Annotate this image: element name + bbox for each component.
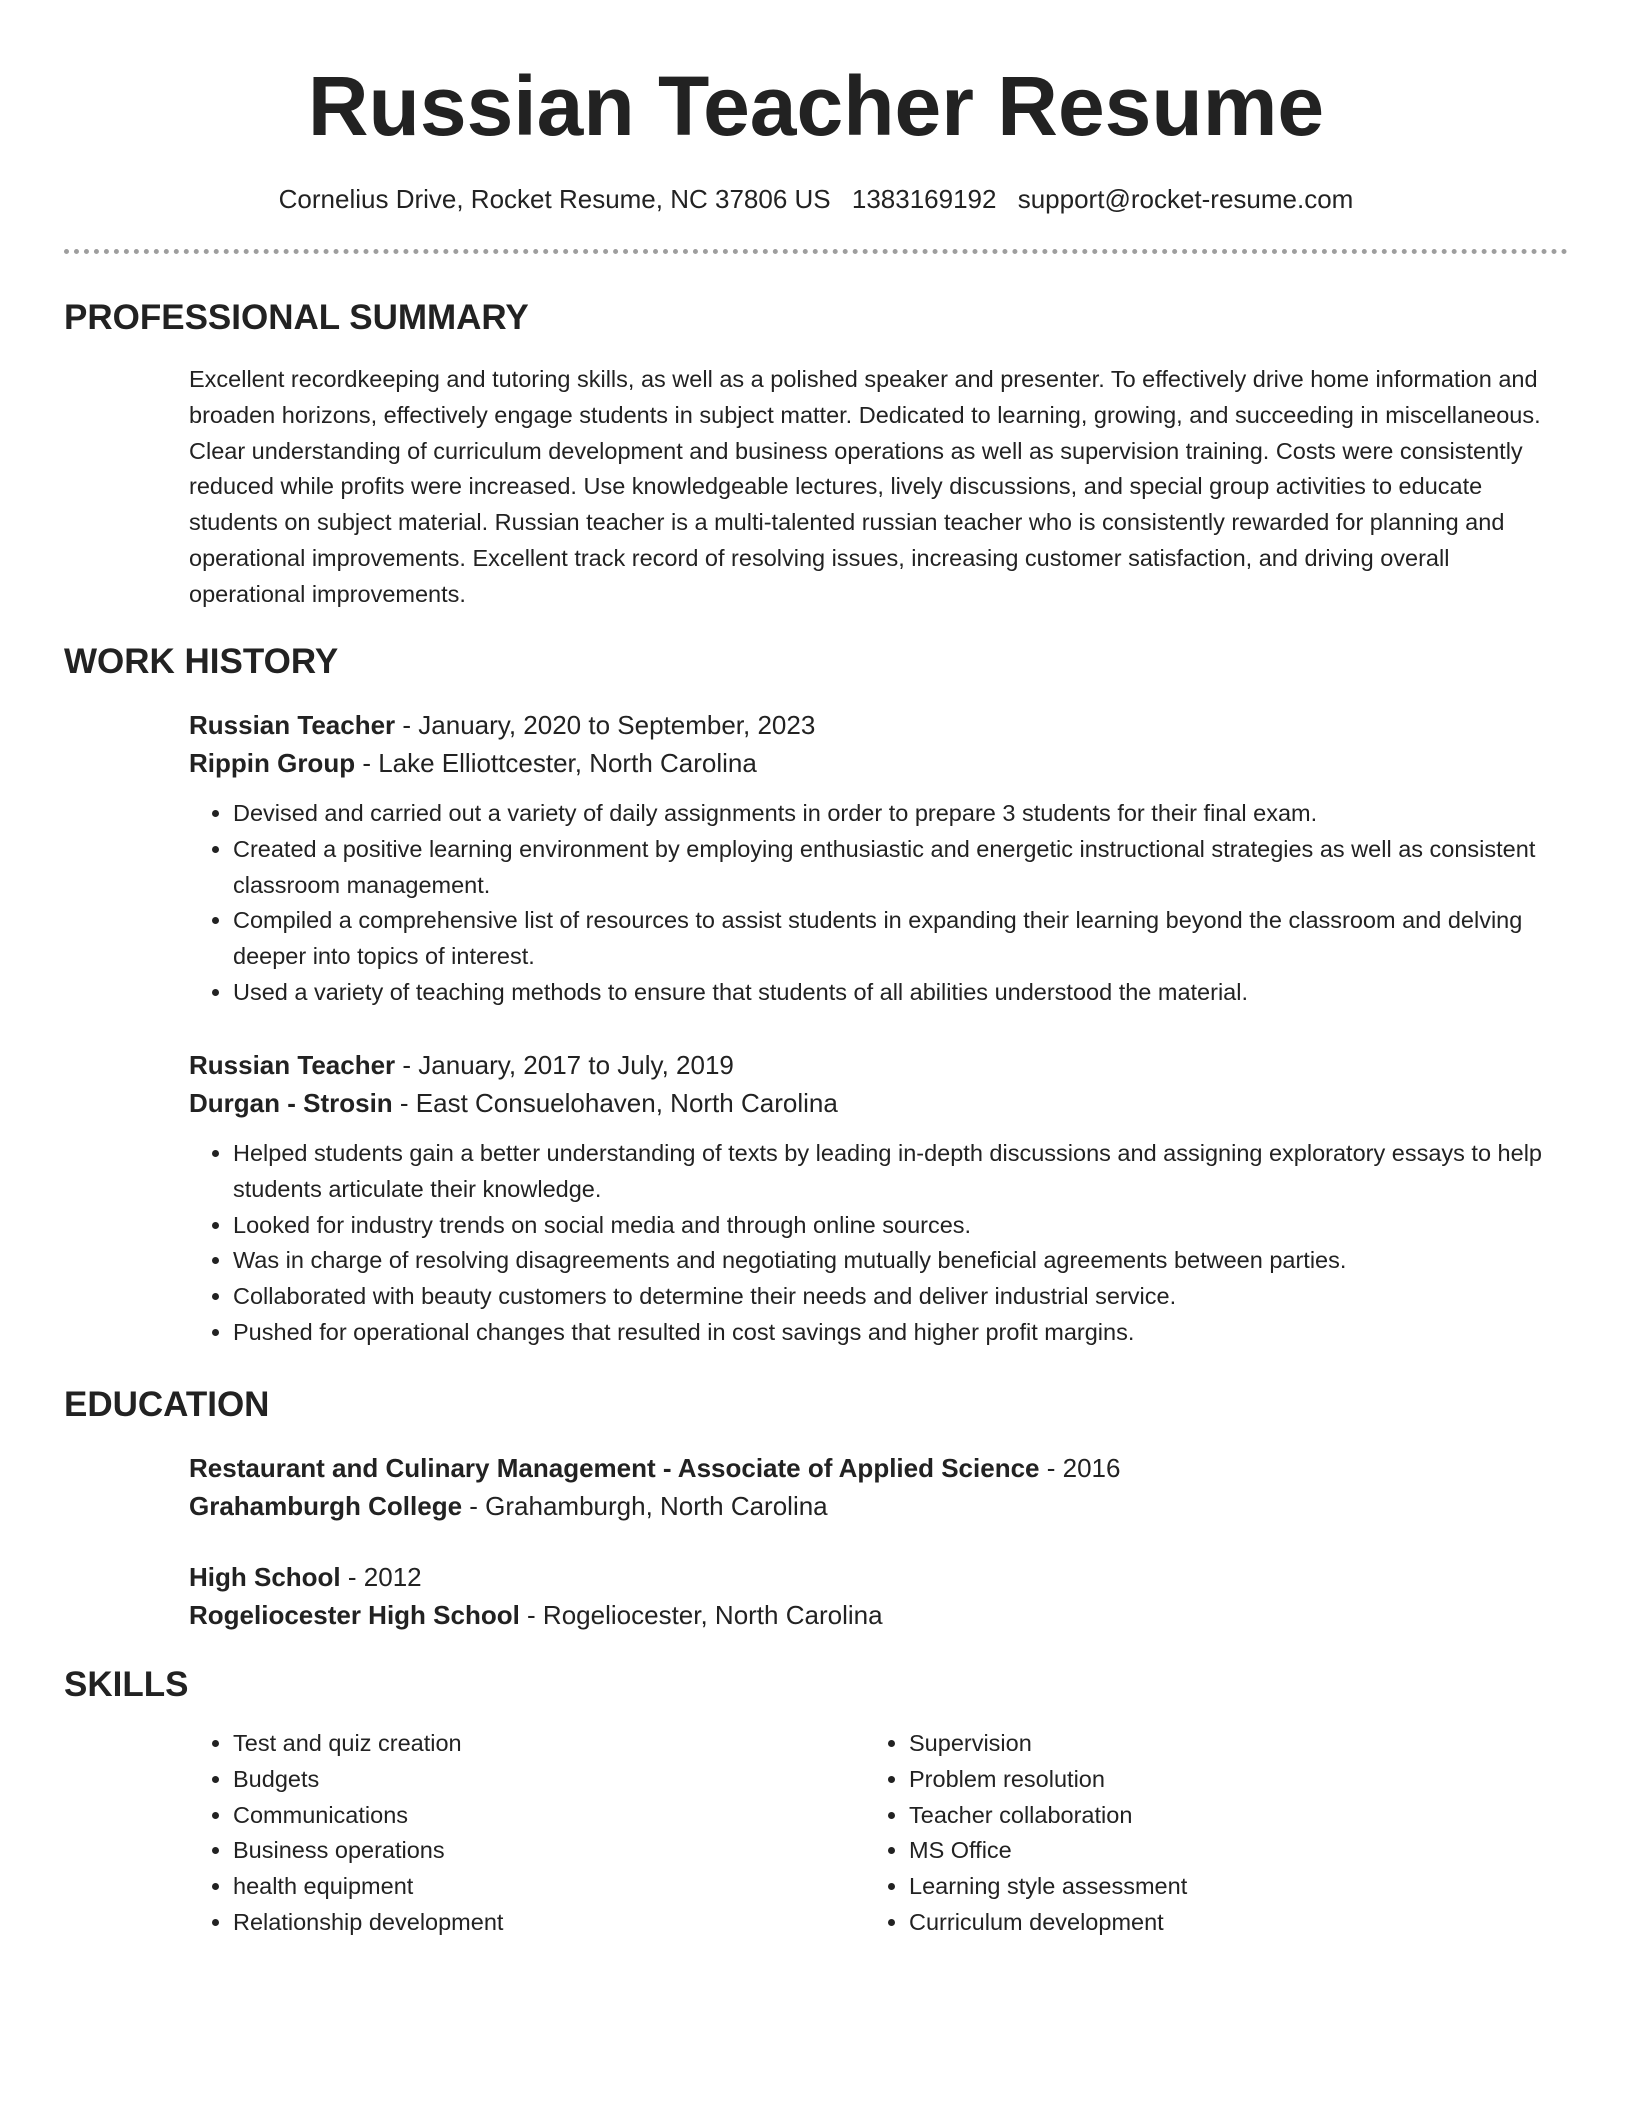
job-company: Rippin Group bbox=[189, 748, 356, 778]
contact-address: Cornelius Drive, Rocket Resume, NC 37806 US bbox=[278, 184, 831, 214]
skill-item: • MS Office bbox=[909, 1833, 1465, 1869]
list-item: • Collaborated with beauty customers to determine their needs and deliver industrial service. bbox=[233, 1279, 1569, 1315]
job-bullets bbox=[189, 796, 1569, 1011]
skills-column-left bbox=[189, 1726, 789, 1941]
skill-item: • Teacher collaboration bbox=[909, 1798, 1465, 1834]
resume-title: Russian Teacher Resume bbox=[307, 59, 1325, 153]
education-location: - Rogeliocester, North Carolina bbox=[519, 1600, 883, 1630]
job-title-line bbox=[189, 1046, 1569, 1084]
job-company-line bbox=[189, 1084, 1569, 1122]
job-company: Durgan - Strosin bbox=[189, 1088, 393, 1118]
contact-email: support@rocket-resume.com bbox=[1017, 184, 1354, 214]
education-degree-line bbox=[189, 1558, 1569, 1596]
job-dates: - January, 2017 to July, 2019 bbox=[395, 1050, 734, 1080]
job-location: - East Consuelohaven, North Carolina bbox=[392, 1088, 838, 1118]
skill-item: • Business operations bbox=[233, 1833, 789, 1869]
list-item: • Used a variety of teaching methods to ensure that students of all abilities understood the material. bbox=[233, 975, 1569, 1011]
skills-heading: SKILLS bbox=[64, 1665, 189, 1704]
skills-list bbox=[189, 1726, 789, 1941]
education-year: - 2012 bbox=[340, 1562, 422, 1592]
skill-item: • Relationship development bbox=[233, 1905, 789, 1941]
list-item: • Created a positive learning environment by employing enthusiastic and energetic instructional strategies as well as consistent classroom management. bbox=[233, 832, 1569, 904]
job-title: Russian Teacher bbox=[189, 1050, 396, 1080]
summary-section bbox=[189, 362, 1561, 613]
education-school-line bbox=[189, 1487, 1569, 1525]
skill-item: • Problem resolution bbox=[909, 1762, 1465, 1798]
skill-item: • Budgets bbox=[233, 1762, 789, 1798]
skill-item: • Learning style assessment bbox=[909, 1869, 1465, 1905]
list-item: • Compiled a comprehensive list of resources to assist students in expanding their learning beyond the classroom and delving deeper into topics of interest. bbox=[233, 903, 1569, 975]
job-title-line bbox=[189, 706, 1569, 744]
job-location: - Lake Elliottcester, North Carolina bbox=[355, 748, 757, 778]
contact-line bbox=[0, 181, 1632, 217]
job-bullets bbox=[189, 1136, 1569, 1351]
education-heading: EDUCATION bbox=[64, 1385, 270, 1424]
skill-item: • Communications bbox=[233, 1798, 789, 1834]
job-company-line bbox=[189, 744, 1569, 782]
job-entry bbox=[189, 1046, 1569, 1351]
education-school: Rogeliocester High School bbox=[189, 1600, 520, 1630]
summary-heading: PROFESSIONAL SUMMARY bbox=[64, 298, 529, 337]
job-dates: - January, 2020 to September, 2023 bbox=[395, 710, 816, 740]
job-entry bbox=[189, 706, 1569, 1011]
work-history-heading: WORK HISTORY bbox=[64, 642, 339, 681]
job-title: Russian Teacher bbox=[189, 710, 396, 740]
list-item: • Pushed for operational changes that resulted in cost savings and higher profit margins. bbox=[233, 1315, 1569, 1351]
education-entry bbox=[189, 1449, 1569, 1525]
education-school: Grahamburgh College bbox=[189, 1491, 463, 1521]
skill-item: • health equipment bbox=[233, 1869, 789, 1905]
skill-item: • Curriculum development bbox=[909, 1905, 1465, 1941]
education-degree-line bbox=[189, 1449, 1569, 1487]
education-year: - 2016 bbox=[1039, 1453, 1121, 1483]
list-item: • Looked for industry trends on social media and through online sources. bbox=[233, 1208, 1569, 1244]
list-item: • Devised and carried out a variety of daily assignments in order to prepare 3 students for their final exam. bbox=[233, 796, 1569, 832]
education-degree: High School bbox=[189, 1562, 341, 1592]
skill-item: • Supervision bbox=[909, 1726, 1465, 1762]
education-degree: Restaurant and Culinary Management - Associate of Applied Science bbox=[189, 1453, 1040, 1483]
skills-list bbox=[865, 1726, 1465, 1941]
skill-item: • Test and quiz creation bbox=[233, 1726, 789, 1762]
education-location: - Grahamburgh, North Carolina bbox=[462, 1491, 828, 1521]
list-item: • Helped students gain a better understanding of texts by leading in-depth discussions and assigning exploratory essays to help students articulate their knowledge. bbox=[233, 1136, 1569, 1208]
list-item: • Was in charge of resolving disagreements and negotiating mutually beneficial agreements between parties. bbox=[233, 1243, 1569, 1279]
header-divider bbox=[64, 249, 1568, 254]
skills-column-right bbox=[865, 1726, 1465, 1941]
education-entry bbox=[189, 1558, 1569, 1634]
summary-text: Excellent recordkeeping and tutoring skills, as well as a polished speaker and presenter. To effectively drive home information and broaden horizons, effectively engage students in subject matter. Dedicated to learning, growing, and succeeding in miscellaneous. Clear understanding of curriculum development and business operations as well as supervision training. Costs were consistently reduced while profits were increased. Use knowledgeable lectures, lively discussions, and special group activities to educate students on subject material. Russian teacher is a multi-talented russian teacher who is consistently rewarded for planning and operational improvements. Excellent track record of resolving issues, increasing customer satisfaction, and driving overall operational improvements. bbox=[189, 366, 1541, 607]
contact-phone: 1383169192 bbox=[851, 184, 997, 214]
education-school-line bbox=[189, 1596, 1569, 1634]
